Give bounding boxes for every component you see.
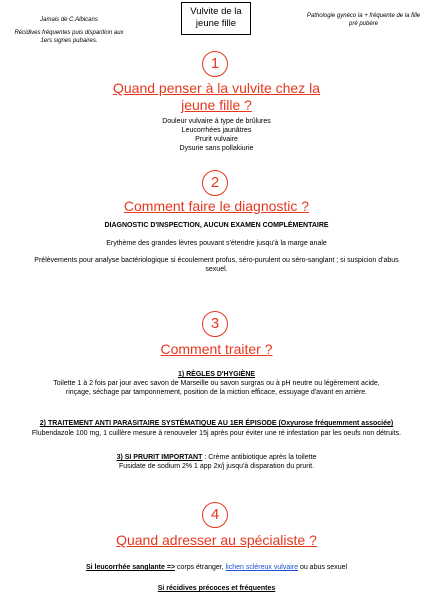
recidive-note-line-2: 1ers signes pubaires. (40, 38, 98, 44)
section-2-erythema-line: Erythème des grandes lèvres pouvant s'étendre jusqu'à la marge anale (106, 240, 327, 247)
section-2-question (0, 198, 433, 215)
symptom-item: Dysurie sans pollakiurie (179, 145, 254, 152)
section-1-question (0, 80, 433, 114)
step-1-text (8, 379, 425, 397)
section-4-question-text: Quand adresser au spécialiste ? (116, 532, 317, 548)
section-1-question-line-2: jeune fille ? (181, 97, 252, 113)
step-3-line-1: : Crème antibiotique après la toilette (202, 454, 317, 461)
pathology-note-line-2: pré pubère (348, 21, 379, 27)
section-2-number: 2 (202, 170, 228, 196)
section-1-symptom-list (8, 117, 425, 153)
step-2-heading: 2) TRAITEMENT ANTI PARASITAIRE SYSTÉMATIQUE AU 1ER ÉPISODE (Oxyurose fréquemment associée) (39, 420, 394, 427)
step-3-text (8, 453, 425, 471)
sampling-line-1: Prélèvements pour analyse bactériologique si écoulement profus, séro-purulent ou séro-sanglant ; si suspicion d'abus (34, 257, 399, 264)
symptom-item: Leucorrhées jaunâtres (181, 127, 252, 134)
lichen-link[interactable]: lichen scléreux vulvaire (225, 564, 298, 571)
section-3-question-text: Comment traiter ? (160, 341, 273, 357)
section-4-text-a: corps étranger, (175, 564, 226, 571)
section-4-line-1 (8, 563, 425, 572)
step-1-line-1: Toilette 1 à 2 fois par jour avec savon de Marseille ou savon surgras ou à pH neutre ou légèrement acide, (53, 380, 380, 387)
header-right-note (296, 12, 431, 28)
section-4-text-b: ou abus sexuel (298, 564, 348, 571)
section-3-question (0, 341, 433, 358)
bloody-leucorrhea-label: Si leucorrhée sanglante => (85, 564, 176, 571)
symptom-item: Douleur vulvaire à type de brûlures (162, 118, 271, 125)
step-3-heading: 3) SI PRURIT IMPORTANT (116, 454, 203, 461)
page-title-box (181, 2, 251, 35)
section-4-question (0, 532, 433, 549)
section-1-number: 1 (202, 51, 228, 77)
section-2-sampling-text (8, 256, 425, 274)
header-left-note (4, 16, 134, 45)
section-2-question-text: Comment faire le diagnostic ? (123, 198, 310, 214)
section-4-number: 4 (202, 502, 228, 528)
author-note: Jamais de C.Albicans (40, 17, 98, 23)
section-4-line-2: Si récidives précoces et fréquentes (157, 585, 276, 592)
recidive-note-line-1: Récidives fréquentes puis disparition aux (14, 30, 124, 36)
step-3-line-2: Fusidate de sodium 2% 1 app 2x/j jusqu'à disparation du prurit. (118, 463, 315, 470)
symptom-item: Prurit vulvaire (195, 136, 238, 143)
sampling-line-2: sexuel. (205, 266, 228, 273)
page-title-line-1: Vulvite de la (190, 6, 242, 17)
section-3-number: 3 (202, 311, 228, 337)
step-1-heading: 1) RÈGLES D'HYGIÈNE (177, 371, 256, 378)
step-1-line-2: rinçage, séchage par tamponnement, position de la miction efficace, essuyage d'avant en arrière. (65, 389, 368, 396)
pathology-note-line-1: Pathologie gynéco la + fréquente de la fille (306, 13, 421, 19)
page-title-line-2: jeune fille (195, 18, 237, 29)
step-2-line: Flubendazole 100 mg, 1 cuillère mesure à renouveler 15j après pour éviter une ré infestation par les oeufs non détruits. (31, 430, 402, 437)
section-1-question-line-1: Quand penser à la vulvite chez la (112, 80, 320, 96)
section-2-heading: DIAGNOSTIC D'INSPECTION, AUCUN EXAMEN COMPLÉMENTAIRE (104, 222, 329, 229)
